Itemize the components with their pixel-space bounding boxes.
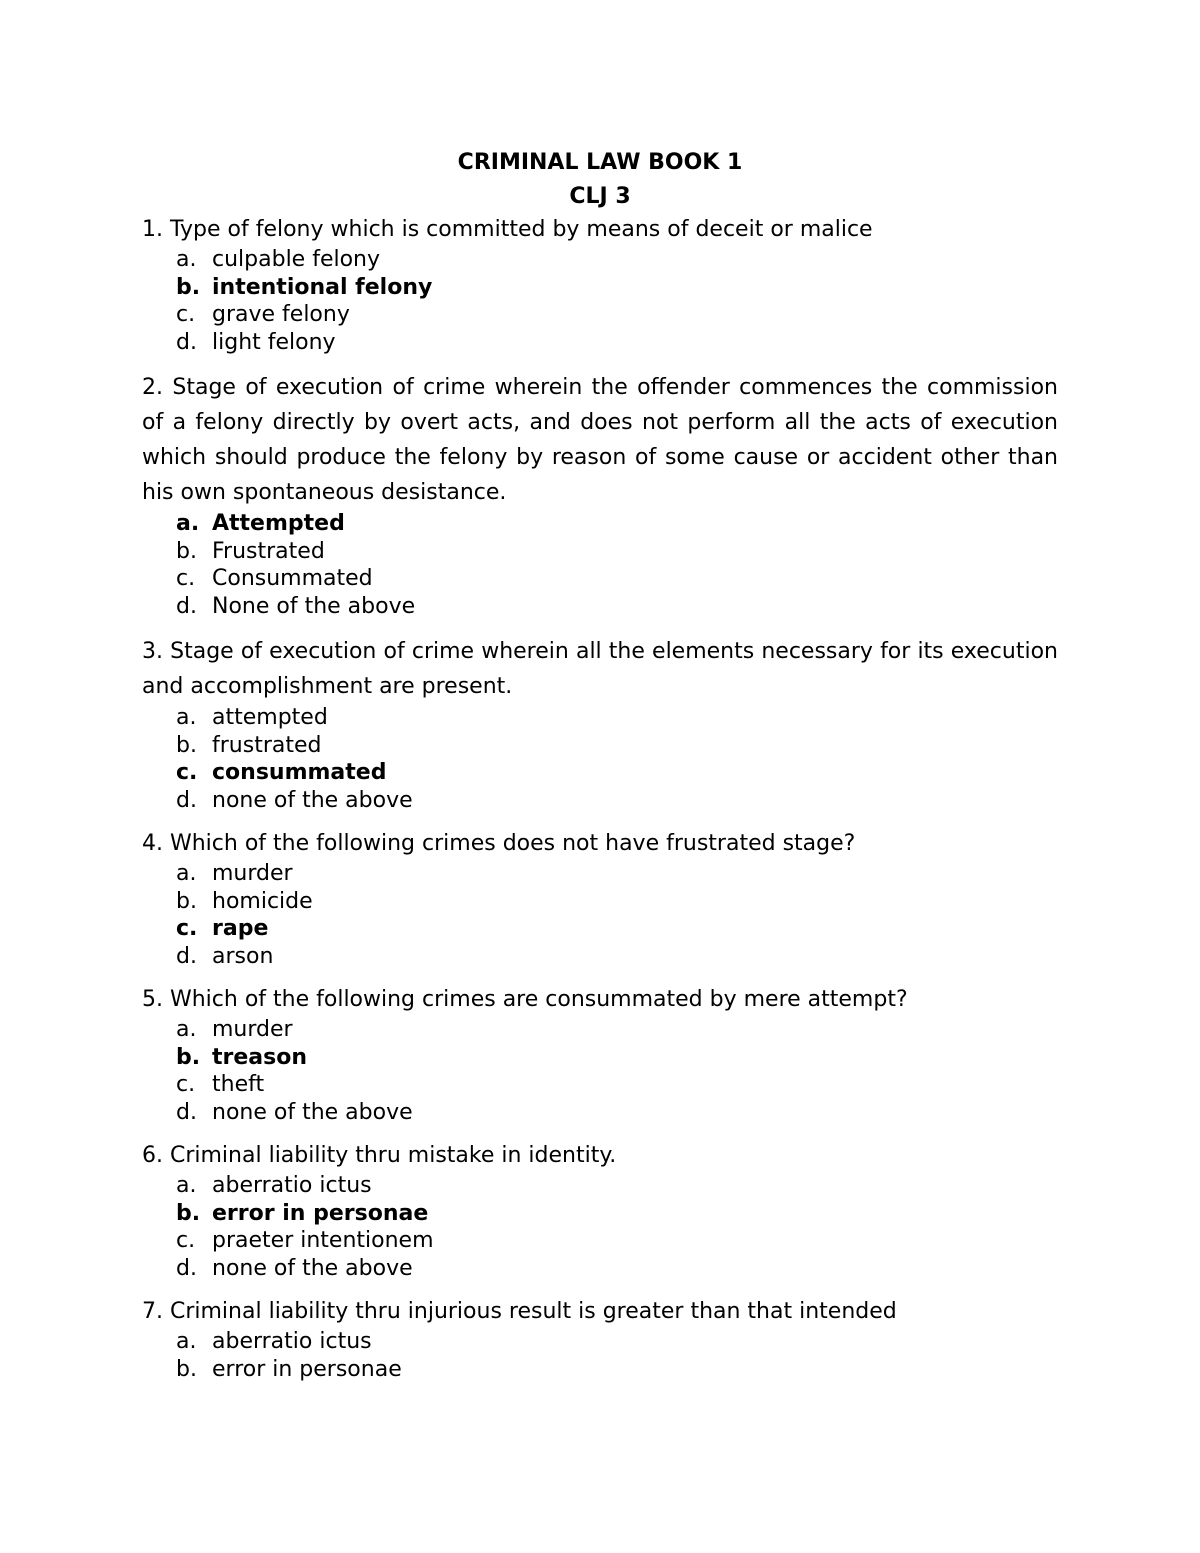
option-list [142,1328,1058,1383]
option-item [142,565,1058,593]
option-letter: a. [176,1017,197,1042]
option-letter: a. [176,1173,197,1198]
option-letter: d. [176,1255,197,1281]
option-correct [142,274,1058,302]
question-5 [142,984,1058,1126]
option-item [142,1328,1058,1356]
question-list [142,214,1058,1383]
option-letter: b. [176,538,197,564]
question-text: 6. Criminal liability thru mistake in identity. [142,1143,617,1168]
option-letter: b. [176,732,197,758]
document-subtitle: CLJ 3 [569,184,631,209]
question-text: 5. Which of the following crimes are consummated by mere attempt? [142,987,908,1012]
option-item [142,538,1058,566]
option-list [142,246,1058,356]
option-item [142,593,1058,621]
option-text: frustrated [212,732,322,758]
option-item [142,329,1058,357]
option-letter: d. [176,329,197,355]
option-letter: a. [176,705,197,730]
option-text: Attempted [212,511,345,536]
option-text: none of the above [212,787,413,813]
option-text: attempted [212,705,328,730]
option-text: none of the above [212,1099,413,1125]
option-letter: a. [176,511,200,536]
option-text: error in personae [212,1356,402,1382]
option-letter: b. [176,1044,201,1070]
option-letter: c. [176,302,196,327]
option-item [142,1356,1058,1384]
question-7 [142,1296,1058,1383]
option-letter: c. [176,566,196,591]
option-text: murder [212,861,293,886]
option-text: homicide [212,888,313,914]
option-text: light felony [212,329,336,355]
option-item [142,1255,1058,1283]
option-item [142,1172,1058,1200]
option-text: error in personae [212,1200,429,1226]
option-text: intentional felony [212,274,433,300]
option-letter: b. [176,888,197,914]
option-correct [142,759,1058,787]
option-text: praeter intentionem [212,1228,434,1253]
option-text: aberratio ictus [212,1173,372,1198]
option-item [142,1071,1058,1099]
question-6 [142,1140,1058,1282]
option-letter: a. [176,861,197,886]
option-text: consummated [212,760,387,785]
option-text: Frustrated [212,538,325,564]
question-text: 4. Which of the following crimes does not have frustrated stage? [142,831,856,856]
option-list [142,860,1058,970]
option-letter: d. [176,1099,197,1125]
option-item [142,301,1058,329]
option-item [142,860,1058,888]
question-2 [142,370,1058,620]
question-3 [142,634,1058,814]
question-text: 1. Type of felony which is committed by means of deceit or malice [142,217,873,242]
option-correct [142,510,1058,538]
option-text: rape [212,916,269,941]
option-list [142,1172,1058,1282]
question-1 [142,214,1058,356]
option-item [142,1099,1058,1127]
question-text: 2. Stage of execution of crime wherein the offender commences the commission of a felony directly by overt acts, and does not perform all the acts of execution which should produce the felony by reason of some cause or accident other than his own spontaneous desistance. [142,375,1058,505]
option-correct [142,1044,1058,1072]
option-text: theft [212,1072,265,1097]
option-text: arson [212,943,274,969]
option-letter: c. [176,1228,196,1253]
option-item [142,1227,1058,1255]
option-letter: d. [176,943,197,969]
option-item [142,888,1058,916]
option-letter: d. [176,787,197,813]
option-text: none of the above [212,1255,413,1281]
option-item [142,943,1058,971]
option-item [142,732,1058,760]
option-list [142,704,1058,814]
option-list [142,510,1058,620]
option-text: culpable felony [212,247,381,272]
document-title: CRIMINAL LAW BOOK 1 [457,150,743,175]
option-text: treason [212,1044,308,1070]
option-text: None of the above [212,593,416,619]
option-letter: a. [176,1329,197,1354]
question-4 [142,828,1058,970]
option-text: aberratio ictus [212,1329,372,1354]
option-item [142,787,1058,815]
option-item [142,704,1058,732]
option-letter: c. [176,1072,196,1097]
question-text: 7. Criminal liability thru injurious result is greater than that intended [142,1299,897,1324]
option-item [142,246,1058,274]
option-letter: b. [176,1356,197,1382]
option-correct [142,915,1058,943]
option-letter: c. [176,760,198,785]
option-text: Consummated [212,566,373,591]
option-letter: b. [176,274,201,300]
option-text: murder [212,1017,293,1042]
option-item [142,1016,1058,1044]
option-letter: b. [176,1200,201,1226]
option-letter: c. [176,916,198,941]
question-text: 3. Stage of execution of crime wherein all the elements necessary for its execution and accomplishment are present. [142,639,1058,699]
option-correct [142,1200,1058,1228]
option-text: grave felony [212,302,350,327]
option-letter: a. [176,247,197,272]
document-page [142,146,1058,1383]
option-list [142,1016,1058,1126]
option-letter: d. [176,593,197,619]
